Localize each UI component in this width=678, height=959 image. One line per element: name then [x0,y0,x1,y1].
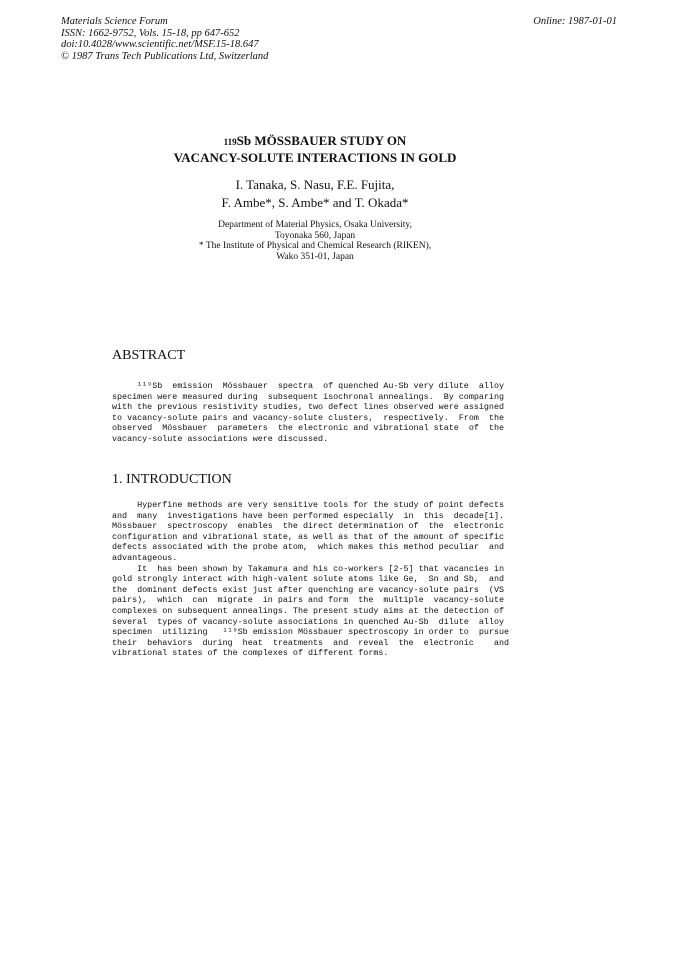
introduction-line: gold strongly interact with high-valent solute atoms like Ge, Sn and Sb, and [112,574,505,585]
abstract-line: to vacancy-solute pairs and vacancy-solute clusters, respectively. From the [112,412,505,423]
online-date [533,16,617,28]
introduction-line: Hyperfine methods are very sensitive tools for the study of point defects [112,500,505,510]
introduction-line: complexes on subsequent annealings. The present study aims at the detection of [112,605,505,616]
introduction-line: defects associated with the probe atom, which makes this method peculiar and [112,542,505,553]
introduction-line: their behaviors during heat treatments and reveal the electronic and [112,637,510,648]
abstract-line: with the previous resistivity studies, two defect lines observed were assigned [112,402,505,413]
journal-doi: doi:10.4028/www.scientific.net/MSF.15-18.647 [61,39,259,50]
journal-name: Materials Science Forum [61,16,168,27]
title-line-1-text: Sb MÖSSBAUER STUDY ON [236,133,407,148]
introduction-line: advantageous. [112,552,178,563]
abstract-line: vacancy-solute associations were discussed. [112,433,329,444]
introduction-line: several types of vacancy-solute associations in quenched Au-Sb dilute alloy [112,616,505,627]
introduction-line: configuration and vibrational state, as well as that of the amount of specific [112,531,505,542]
introduction-body [112,500,524,659]
affiliations [0,220,630,262]
introduction-line: pairs), which can migrate in pairs and form the multiple vacancy-solute [112,595,505,606]
author-list [0,176,630,212]
journal-copyright: © 1987 Trans Tech Publications Ltd, Switzerland [61,50,269,62]
affiliation-line: * The Institute of Physical and Chemical Research (RIKEN), [198,241,432,251]
introduction-line: specimen utilizing ¹¹⁹Sb emission Mössbauer spectroscopy in order to pursue [112,627,510,638]
abstract-heading: ABSTRACT [112,348,186,363]
affiliation-line: Wako 351-01, Japan [276,251,354,262]
journal-header [61,16,268,62]
title-line-2: VACANCY-SOLUTE INTERACTIONS IN GOLD [173,150,457,165]
title-line-1 [0,133,630,150]
online-date-text: Online: 1987-01-01 [533,16,617,27]
journal-issn: ISSN: 1662-9752, Vols. 15-18, pp 647-652 [61,27,240,39]
introduction-line: vibrational states of the complexes of different forms. [112,648,389,659]
introduction-heading: 1. INTRODUCTION [112,472,232,487]
author-line: F. Ambe*, S. Ambe* and T. Okada* [221,195,409,210]
abstract-line: specimen were measured during subsequent isochronal annealings. By comparing [112,391,505,402]
introduction-line: It has been shown by Takamura and his co-workers [2-5] that vacancies in [112,563,505,574]
affiliation-line: Department of Material Physics, Osaka University, [218,220,412,230]
introduction-line: and many investigations have been performed especially in this decade[1]. [112,510,505,521]
author-line: I. Tanaka, S. Nasu, F.E. Fujita, [235,177,395,192]
affiliation-line: Toyonaka 560, Japan [274,230,356,241]
abstract-body [112,381,524,445]
abstract-line: ¹¹⁹Sb emission Mössbauer spectra of quenched Au-Sb very dilute alloy [112,381,505,391]
paper-title [0,133,630,166]
abstract-line: observed Mössbauer parameters the electronic and vibrational state of the [112,423,505,434]
title-isotope-mass: 119 [223,137,237,147]
introduction-line: Mössbauer spectroscopy enables the direct determination of the electronic [112,521,505,532]
introduction-line: the dominant defects exist just after quenching are vacancy-solute pairs (VS [112,584,505,595]
